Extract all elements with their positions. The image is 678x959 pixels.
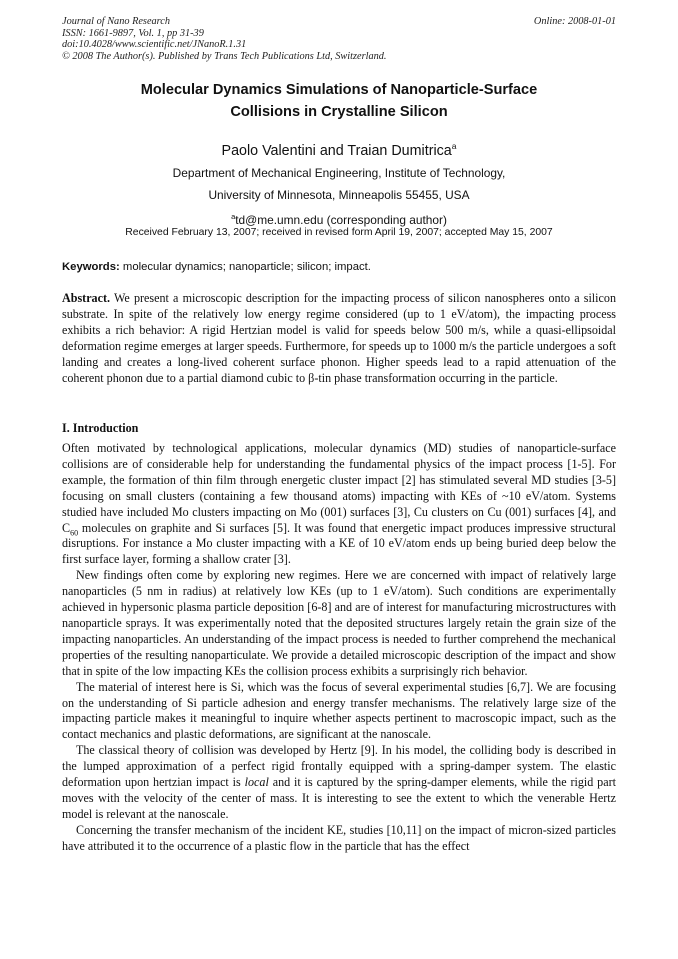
abstract-label: Abstract. bbox=[62, 291, 111, 305]
intro-p4-text-b: and it is captured by the spring-damper elements, while the rigid part moves with the velocity of the center of mass. It is interesting to see the extent to which the venerable Hertz model is relevant at the nanoscale. bbox=[62, 775, 616, 821]
email-mark: a bbox=[231, 212, 236, 222]
journal-name: Journal of Nano Research bbox=[62, 16, 171, 27]
title-line-1: Molecular Dynamics Simulations of Nanoparticle-Surface bbox=[140, 82, 538, 98]
affiliation-line-2: University of Minnesota, Minneapolis 55455, USA bbox=[208, 187, 470, 202]
journal-header bbox=[62, 16, 616, 62]
paper-title bbox=[62, 80, 616, 123]
intro-p4-text-a: The classical theory of collision was developed by Hertz [9]. In his model, the colliding body is described in the lumped approximation of a perfect rigid frontally equipped with a spring-damper system. The elastic deformation upon hertzian impact is bbox=[62, 743, 616, 790]
intro-paragraph-3: The material of interest here is Si, which was the focus of several experimental studies [6,7]. We are focusing on the understanding of Si particle adhesion and energy transfer mechanisms. The relatively large size of the impacting particle makes it meaningful to inquire whether aspects pertinent to macroscopic impact, such as the contact mechanics and plastic deformations, are significant at the nanoscale. bbox=[62, 679, 616, 742]
email-text: td@me.umn.edu (corresponding author) bbox=[235, 213, 447, 228]
title-line-2: Collisions in Crystalline Silicon bbox=[230, 103, 448, 120]
keywords-text: molecular dynamics; nanoparticle; silicon; impact. bbox=[119, 261, 371, 273]
journal-doi: doi:10.4028/www.scientific.net/JNanoR.1.31 bbox=[62, 39, 247, 51]
keywords bbox=[62, 260, 616, 275]
introduction-body bbox=[62, 441, 616, 855]
affiliation bbox=[62, 163, 616, 232]
intro-paragraph-2: New findings often come by exploring new regimes. Here we are concerned with impact of relatively large nanoparticles (5 nm in radius) at relatively low KEs (up to 1 eV/atom). Such conditions are experimentally achieved in hypersonic plasma particle deposition [6-8] and are of interest for manufacturing microstructures with nanoparticle sprays. It was experimentally noted that the deposited structures largely retain the grain size of the impacting nanoparticles. An understanding of the impact process is needed to further comprehend the mechanical properties of the resulting nanoparticulate. We provide a detailed microscopic description of the impact and show that in spite of the low impacting KEs the collision process exhibits a surprisingly rich behavior. bbox=[62, 568, 616, 678]
intro-p1-text-b: molecules on graphite and Si surfaces [5]. It was found that energetic impact produces impressive structural disruptions. For instance a Mo cluster impacting with a KE of 10 eV/atom ends up being buried deep below the first surface layer, forming a shallow crater [3]. bbox=[62, 520, 616, 567]
intro-paragraph-5: Concerning the transfer mechanism of the incident KE, studies [10,11] on the impact of micron-sized particles have attributed it to the occurrence of a plastic flow in the particle that has the effect bbox=[62, 822, 616, 853]
affiliation-line-1: Department of Mechanical Engineering, Institute of Technology, bbox=[172, 166, 506, 180]
local-emphasis: local bbox=[244, 775, 269, 790]
author-affil-mark: a bbox=[451, 141, 457, 151]
keywords-label: Keywords: bbox=[62, 261, 120, 273]
journal-issn: ISSN: 1661-9897, Vol. 1, pp 31-39 bbox=[62, 27, 204, 39]
intro-paragraph-1 bbox=[62, 441, 616, 568]
abstract bbox=[62, 291, 616, 386]
received-dates: Received February 13, 2007; received in revised form April 19, 2007; accepted May 15, 2007 bbox=[125, 227, 553, 238]
intro-p1-text-a: Often motivated by technological applications, molecular dynamics (MD) studies of nanoparticle-surface collisions are of considerable help for understanding the fundamental physics of the impact process [1-5]. For example, the formation of thin film through energetic cluster impact [2] has stimulated several MD studies [3-5] focusing on small clusters (containing a few thousand atoms) impacting with KEs of ~10 eV/atom. Systems studied have included Mo clusters impacting on Mo (001) surfaces [3], Cu clusters on Cu (001) surfaces [4], and C bbox=[62, 441, 616, 535]
section-heading-introduction: I. Introduction bbox=[62, 421, 139, 435]
author-names: Paolo Valentini and Traian Dumitrica bbox=[221, 142, 452, 159]
author-list bbox=[62, 137, 616, 160]
abstract-text: We present a microscopic description for the impacting process of silicon nanospheres onto a silicon substrate. In spite of the relatively low energy regime considered (up to 1 eV/atom), the impacting process exhibits a rich behavior: A rigid Hertzian model is valid for speeds below 500 m/s, while a quasi-ellipsoidal deformation regime emerges at larger speeds. Furthermore, for speeds up to 1000 m/s the particle undergoes a soft landing and creates a long-lived coherent surface phonon. Higher speeds lead to a rapid attenuation of the coherent phonon due to a partial diamond cubic to β-tin phase transformation occurring in the particle. bbox=[62, 291, 616, 385]
copyright-line: © 2008 The Author(s). Published by Trans Tech Publications Ltd, Switzerland. bbox=[62, 50, 387, 62]
c60-subscript: 60 bbox=[70, 527, 79, 537]
intro-paragraph-4 bbox=[62, 743, 616, 823]
online-date: Online: 2008-01-01 bbox=[533, 16, 616, 27]
